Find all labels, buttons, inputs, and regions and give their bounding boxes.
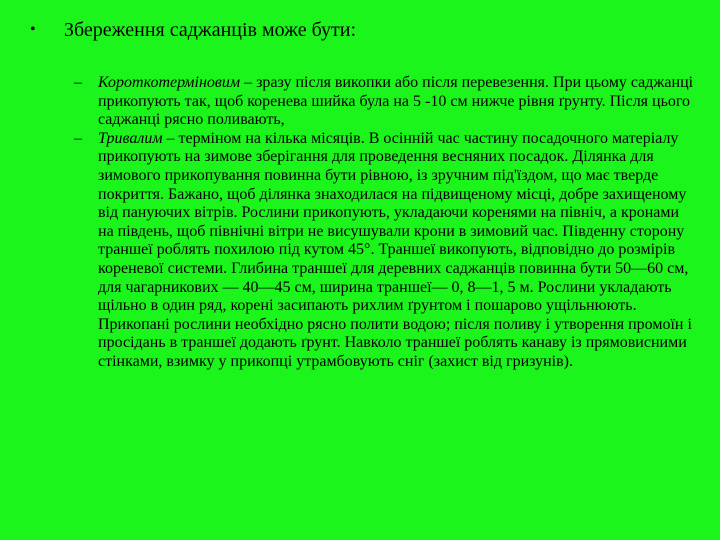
sub-bullet-list bbox=[74, 74, 694, 372]
description-long-term: – терміном на кілька місяців. В осінній час частину посадочного матеріалу прикопують на зимове зберігання для проведення весняних посадок. Ділянка для зимового прикопування повинна бути рівною, із зручним під'їздом, що має тверде покриття. Бажано, щоб ділянка знаходилася на підвищеному місці, добре захищеному від пануючих вітрів. Рослини прикопують, укладаючи коренями на північ, а кронами на південь, щоб північні вітри не висушували крони в зимовий час. Південну сторону траншеї роблять похилою під кутом 45°. Траншеї викопують, відповідно до розмірів кореневої системи. Глибина траншеї для деревних саджанців повинна бути 50—60 см, для чагарникових — 40—45 см, ширина траншеї— 0, 8—1, 5 м. Рослини укладають щільно в один ряд, корені засипають рихлим ґрунтом і пошарово ущільнюють. Прикопані рослини необхідно рясно полити водою; після поливу і утворення промоїн і просідань в траншеї додають ґрунт. Навколо траншеї роблять канаву із прямовисними стінками, взимку у прикопці утрамбовують сніг (захист від гризунів). bbox=[98, 129, 692, 370]
term-short-term: Короткотерміновим bbox=[98, 74, 241, 91]
term-long-term: Тривалим bbox=[98, 129, 163, 147]
bullet-icon: • bbox=[30, 21, 36, 38]
dash-icon: – bbox=[74, 74, 82, 91]
slide-heading: Збереження саджанців може бути: bbox=[64, 19, 357, 41]
sub-bullet-text bbox=[98, 130, 694, 372]
sub-bullet-item-short-term bbox=[74, 74, 694, 130]
sub-bullet-item-long-term bbox=[74, 130, 694, 372]
dash-icon: – bbox=[74, 129, 82, 147]
description-short-term: – зразу після викопки або після перевезення. При цьому саджанці прикопують так, щоб коренева шийка була на 5 -10 см нижче рівня ґрунту. Після цього саджанці рясно поливають, bbox=[98, 74, 694, 129]
main-bullet bbox=[30, 18, 690, 42]
sub-bullet-text bbox=[98, 74, 694, 130]
